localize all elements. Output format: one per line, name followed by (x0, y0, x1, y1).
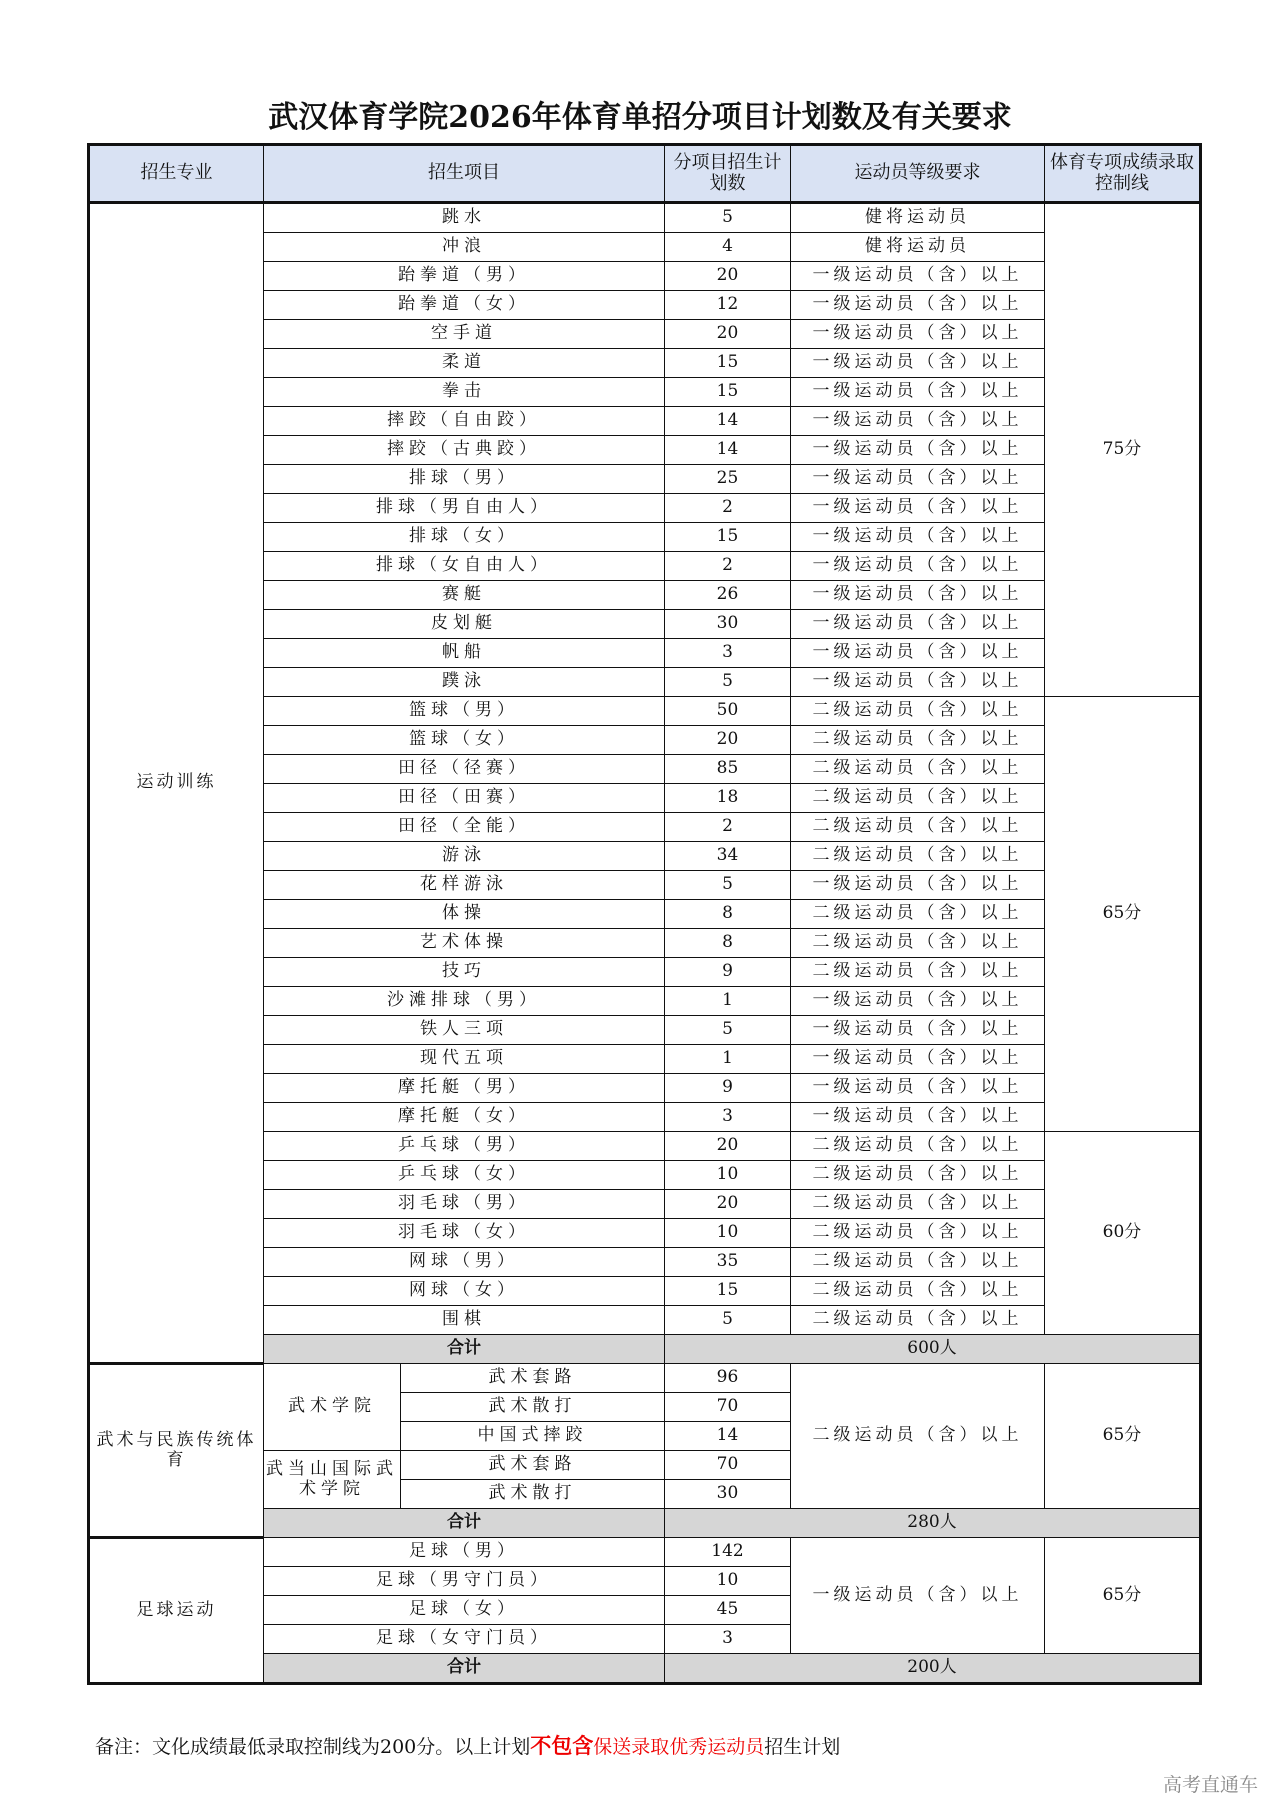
level-cell: 健将运动员 (791, 203, 1045, 233)
item-cell: 田径（田赛） (264, 784, 665, 813)
header-major: 招生专业 (89, 145, 264, 203)
count-cell: 34 (665, 842, 791, 871)
count-cell: 1 (665, 987, 791, 1016)
item-cell: 武术套路 (401, 1451, 665, 1480)
level-cell: 一级运动员（含）以上 (791, 465, 1045, 494)
count-cell: 8 (665, 929, 791, 958)
item-cell: 武术散打 (401, 1480, 665, 1509)
count-cell: 85 (665, 755, 791, 784)
level-cell: 二级运动员（含）以上 (791, 929, 1045, 958)
table-row (89, 203, 1201, 233)
level-cell: 二级运动员（含）以上 (791, 900, 1045, 929)
level-cell: 一级运动员（含）以上 (791, 436, 1045, 465)
item-cell: 羽毛球（女） (264, 1219, 665, 1248)
level-cell: 一级运动员（含）以上 (791, 552, 1045, 581)
level-cell: 二级运动员（含）以上 (791, 1190, 1045, 1219)
item-cell: 游泳 (264, 842, 665, 871)
item-cell: 空手道 (264, 320, 665, 349)
item-cell: 足球（女守门员） (264, 1625, 665, 1654)
level-cell: 二级运动员（含）以上 (791, 1161, 1045, 1190)
item-cell: 篮球（女） (264, 726, 665, 755)
major-cell: 武术与民族传统体育 (89, 1364, 264, 1538)
item-cell: 柔道 (264, 349, 665, 378)
header-count: 分项目招生计划数 (665, 145, 791, 203)
item-cell: 冲浪 (264, 233, 665, 262)
level-cell: 一级运动员（含）以上 (791, 291, 1045, 320)
item-cell: 田径（全能） (264, 813, 665, 842)
college-cell: 武当山国际武术学院 (264, 1451, 401, 1509)
item-cell: 田径（径赛） (264, 755, 665, 784)
count-cell: 45 (665, 1596, 791, 1625)
level-cell: 二级运动员（含）以上 (791, 784, 1045, 813)
item-cell: 排球（女） (264, 523, 665, 552)
table-row (89, 1364, 1201, 1393)
count-cell: 15 (665, 1277, 791, 1306)
count-cell: 30 (665, 1480, 791, 1509)
item-cell: 排球（男） (264, 465, 665, 494)
count-cell: 5 (665, 1016, 791, 1045)
total-label: 合计 (264, 1335, 665, 1364)
score-cell: 65分 (1045, 697, 1201, 1132)
level-cell: 二级运动员（含）以上 (791, 755, 1045, 784)
level-cell: 二级运动员（含）以上 (791, 1364, 1045, 1509)
item-cell: 乒乓球（女） (264, 1161, 665, 1190)
item-cell: 帆船 (264, 639, 665, 668)
item-cell: 排球（男自由人） (264, 494, 665, 523)
item-cell: 艺术体操 (264, 929, 665, 958)
count-cell: 30 (665, 610, 791, 639)
level-cell: 二级运动员（含）以上 (791, 842, 1045, 871)
enrollment-plan-table (87, 143, 1202, 1685)
item-cell: 足球（男守门员） (264, 1567, 665, 1596)
table-header-row (89, 145, 1201, 203)
level-cell: 一级运动员（含）以上 (791, 639, 1045, 668)
level-cell: 二级运动员（含）以上 (791, 1132, 1045, 1161)
count-cell: 3 (665, 639, 791, 668)
item-cell: 摔跤（古典跤） (264, 436, 665, 465)
level-cell: 一级运动员（含）以上 (791, 610, 1045, 639)
footnote-suffix: 招生计划 (764, 1736, 841, 1758)
item-cell: 花样游泳 (264, 871, 665, 900)
item-cell: 跳水 (264, 203, 665, 233)
footnote-highlight-bold: 不包含 (530, 1733, 594, 1758)
item-cell: 乒乓球（男） (264, 1132, 665, 1161)
count-cell: 10 (665, 1161, 791, 1190)
level-cell: 二级运动员（含）以上 (791, 697, 1045, 726)
item-cell: 体操 (264, 900, 665, 929)
level-cell: 一级运动员（含）以上 (791, 320, 1045, 349)
item-cell: 跆拳道（女） (264, 291, 665, 320)
count-cell: 12 (665, 291, 791, 320)
item-cell: 羽毛球（男） (264, 1190, 665, 1219)
score-cell: 75分 (1045, 203, 1201, 697)
count-cell: 70 (665, 1451, 791, 1480)
level-cell: 一级运动员（含）以上 (791, 1045, 1045, 1074)
level-cell: 一级运动员（含）以上 (791, 1103, 1045, 1132)
count-cell: 14 (665, 1422, 791, 1451)
item-cell: 铁人三项 (264, 1016, 665, 1045)
total-value: 280人 (665, 1509, 1201, 1538)
item-cell: 围棋 (264, 1306, 665, 1335)
count-cell: 2 (665, 494, 791, 523)
count-cell: 2 (665, 813, 791, 842)
major-cell: 足球运动 (89, 1538, 264, 1684)
count-cell: 5 (665, 1306, 791, 1335)
count-cell: 96 (665, 1364, 791, 1393)
item-cell: 摩托艇（女） (264, 1103, 665, 1132)
item-cell: 网球（男） (264, 1248, 665, 1277)
count-cell: 26 (665, 581, 791, 610)
item-cell: 足球（男） (264, 1538, 665, 1567)
item-cell: 摔跤（自由跤） (264, 407, 665, 436)
count-cell: 14 (665, 436, 791, 465)
count-cell: 4 (665, 233, 791, 262)
count-cell: 20 (665, 1190, 791, 1219)
level-cell: 一级运动员（含）以上 (791, 349, 1045, 378)
header-level: 运动员等级要求 (791, 145, 1045, 203)
footnote-highlight: 保送录取优秀运动员 (593, 1736, 765, 1758)
count-cell: 20 (665, 262, 791, 291)
table-row (89, 1538, 1201, 1567)
count-cell: 3 (665, 1625, 791, 1654)
level-cell: 二级运动员（含）以上 (791, 1277, 1045, 1306)
count-cell: 8 (665, 900, 791, 929)
count-cell: 5 (665, 871, 791, 900)
total-value: 600人 (665, 1335, 1201, 1364)
count-cell: 15 (665, 523, 791, 552)
count-cell: 20 (665, 1132, 791, 1161)
item-cell: 武术套路 (401, 1364, 665, 1393)
item-cell: 皮划艇 (264, 610, 665, 639)
item-cell: 武术散打 (401, 1393, 665, 1422)
item-cell: 技巧 (264, 958, 665, 987)
count-cell: 142 (665, 1538, 791, 1567)
count-cell: 20 (665, 320, 791, 349)
count-cell: 10 (665, 1219, 791, 1248)
count-cell: 18 (665, 784, 791, 813)
level-cell: 一级运动员（含）以上 (791, 987, 1045, 1016)
document-title: 武汉体育学院2026年体育单招分项目计划数及有关要求 (268, 100, 1012, 135)
level-cell: 二级运动员（含）以上 (791, 1219, 1045, 1248)
item-cell: 跆拳道（男） (264, 262, 665, 291)
level-cell: 一级运动员（含）以上 (791, 581, 1045, 610)
watermark: 高考直通车 (1162, 1774, 1258, 1796)
item-cell: 拳击 (264, 378, 665, 407)
level-cell: 一级运动员（含）以上 (791, 494, 1045, 523)
level-cell: 一级运动员（含）以上 (791, 871, 1045, 900)
major-cell: 运动训练 (89, 203, 264, 1364)
total-label: 合计 (264, 1654, 665, 1684)
level-cell: 二级运动员（含）以上 (791, 726, 1045, 755)
count-cell: 25 (665, 465, 791, 494)
count-cell: 14 (665, 407, 791, 436)
footnote (95, 1730, 840, 1760)
level-cell: 一级运动员（含）以上 (791, 668, 1045, 697)
count-cell: 5 (665, 668, 791, 697)
level-cell: 一级运动员（含）以上 (791, 262, 1045, 291)
count-cell: 2 (665, 552, 791, 581)
count-cell: 10 (665, 1567, 791, 1596)
level-cell: 二级运动员（含）以上 (791, 1248, 1045, 1277)
header-score: 体育专项成绩录取控制线 (1045, 145, 1201, 203)
college-cell: 武术学院 (264, 1364, 401, 1451)
count-cell: 15 (665, 349, 791, 378)
level-cell: 一级运动员（含）以上 (791, 1074, 1045, 1103)
item-cell: 篮球（男） (264, 697, 665, 726)
item-cell: 沙滩排球（男） (264, 987, 665, 1016)
item-cell: 赛艇 (264, 581, 665, 610)
count-cell: 50 (665, 697, 791, 726)
level-cell: 一级运动员（含）以上 (791, 523, 1045, 552)
item-cell: 排球（女自由人） (264, 552, 665, 581)
count-cell: 20 (665, 726, 791, 755)
level-cell: 一级运动员（含）以上 (791, 407, 1045, 436)
item-cell: 现代五项 (264, 1045, 665, 1074)
count-cell: 70 (665, 1393, 791, 1422)
item-cell: 网球（女） (264, 1277, 665, 1306)
count-cell: 9 (665, 958, 791, 987)
total-value: 200人 (665, 1654, 1201, 1684)
level-cell: 二级运动员（含）以上 (791, 958, 1045, 987)
score-cell: 65分 (1045, 1364, 1201, 1509)
level-cell: 健将运动员 (791, 233, 1045, 262)
score-cell: 65分 (1045, 1538, 1201, 1654)
level-cell: 一级运动员（含）以上 (791, 378, 1045, 407)
header-item: 招生项目 (264, 145, 665, 203)
total-label: 合计 (264, 1509, 665, 1538)
count-cell: 15 (665, 378, 791, 407)
count-cell: 5 (665, 203, 791, 233)
item-cell: 足球（女） (264, 1596, 665, 1625)
item-cell: 摩托艇（男） (264, 1074, 665, 1103)
level-cell: 二级运动员（含）以上 (791, 813, 1045, 842)
level-cell: 一级运动员（含）以上 (791, 1016, 1045, 1045)
item-cell: 中国式摔跤 (401, 1422, 665, 1451)
level-cell: 一级运动员（含）以上 (791, 1538, 1045, 1654)
count-cell: 35 (665, 1248, 791, 1277)
level-cell: 二级运动员（含）以上 (791, 1306, 1045, 1335)
score-cell: 60分 (1045, 1132, 1201, 1335)
footnote-prefix: 备注：文化成绩最低录取控制线为200分。以上计划 (95, 1736, 531, 1758)
item-cell: 蹼泳 (264, 668, 665, 697)
count-cell: 3 (665, 1103, 791, 1132)
count-cell: 1 (665, 1045, 791, 1074)
count-cell: 9 (665, 1074, 791, 1103)
